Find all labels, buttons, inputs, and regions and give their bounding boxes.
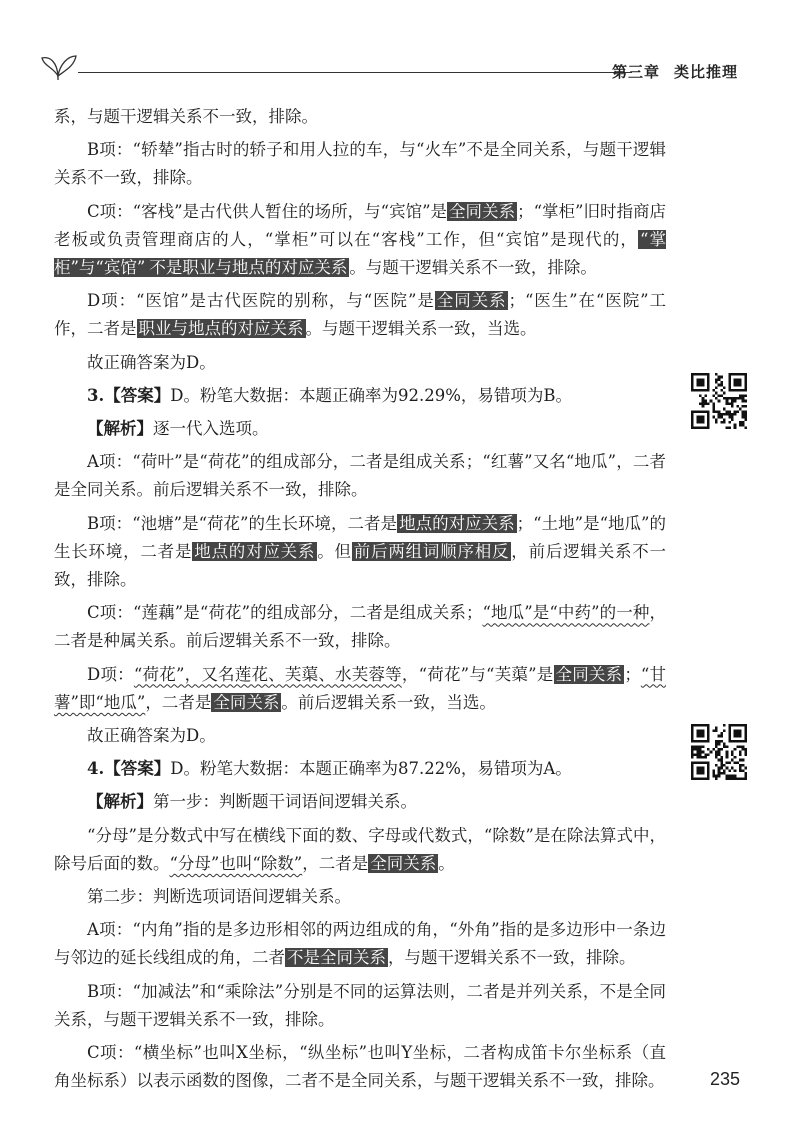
highlight: “掌柜”与“宾馆” bbox=[54, 229, 666, 278]
page-number: 235 bbox=[709, 1069, 740, 1089]
answer-line: 故正确答案为D。 bbox=[87, 352, 216, 372]
question-4-answer: 4.【答案】D。粉笔大数据：本题正确率为87.22%，易错项为A。 bbox=[87, 759, 572, 779]
q3-option-c: C项：“莲藕”是“荷花”的组成部分，二者是组成关系；“地瓜”是“中药”的一种，二者是种属关系。前后逻辑关系不一致，排除。 bbox=[54, 603, 666, 651]
q4-option-c: C项：“横坐标”也叫X坐标，“纵坐标”也叫Y坐标，二者构成笛卡尔坐标系（直角坐标系）以表示函数的图像，二者不是全同关系，与题干逻辑关系不一致，排除。 bbox=[54, 1043, 666, 1091]
highlight: 全同关系 bbox=[449, 201, 516, 221]
question-3-answer: 3.【答案】D。粉笔大数据：本题正确率为92.29%，易错项为B。 bbox=[87, 385, 573, 405]
analysis-label: 【解析】 bbox=[87, 792, 153, 812]
qr-code-icon[interactable] bbox=[691, 724, 747, 780]
q4-option-b: B项：“加减法”和“乘除法”分别是不同的运算法则，二者是并列关系，不是全同关系，与题干逻辑关系不一致，排除。 bbox=[54, 981, 666, 1029]
highlight: 职业与地点的对应关系 bbox=[138, 319, 304, 339]
highlight: 全同关系 bbox=[370, 853, 437, 873]
highlight: 前后两组词顺序相反 bbox=[353, 541, 510, 561]
question-3-analysis: 【解析】逐一代入选项。 bbox=[87, 419, 269, 439]
leaf-sprout-icon bbox=[40, 50, 84, 80]
answer-label: 3.【答案】 bbox=[87, 385, 171, 405]
qr-code-icon[interactable] bbox=[691, 373, 747, 429]
highlight: 全同关系 bbox=[555, 664, 623, 684]
wavy-underline: “荷花”，又名莲花、芙蕖、水芙蓉等 bbox=[133, 664, 402, 684]
option-b-paragraph: B项：“轿辇”指古时的轿子和用人拉的车，与“火车”不是全同关系，与题干逻辑关系不一致，排除。 bbox=[54, 140, 666, 188]
answer-line: 故正确答案为D。 bbox=[87, 726, 216, 746]
answer-label: 4.【答案】 bbox=[87, 759, 171, 779]
q4-option-a: A项：“内角”指的是多边形相邻的两边组成的角，“外角”指的是多边形中一条边与邻边的延长线组成的角，二者 不是全同关系 ，与题干逻辑关系不一致，排除。 bbox=[54, 920, 666, 968]
option-c-paragraph: C项：“客栈”是古代供人暂住的场所，与“宾馆”是 全同关系 ；“掌柜”旧时指商店老板或负责管理商店的人，“掌柜”可以在“客栈”工作，但“宾馆”是现代的， “掌柜”与“宾馆” 不是职业与地点的对应关系 。与题干逻辑关系不一致，排除。 bbox=[54, 201, 667, 278]
q3-option-d: D项：“荷花”，又名莲花、芙蕖、水芙蓉等，“荷花”与“芙蕖”是 全同关系 ；“甘薯”即“地瓜”，二者是 全同关系 。前后逻辑关系一致，当选。 bbox=[54, 664, 667, 712]
section-title: 类比推理 bbox=[673, 63, 738, 81]
q3-option-b: B项：“池塘”是“荷花”的生长环境，二者是 地点的对应关系 ；“土地”是“地瓜”的生长环境，二者是 地点的对应关系 。但 前后两组词顺序相反 ，前后逻辑关系不一致，排除。 bbox=[54, 513, 667, 590]
header-rule bbox=[78, 72, 632, 73]
highlight: 全同关系 bbox=[213, 692, 280, 712]
page-header bbox=[40, 50, 760, 90]
chapter-number: 第三章 bbox=[611, 63, 660, 81]
highlight: 不是全同关系 bbox=[287, 948, 386, 968]
q4-step-two: 第二步：判断选项词语间逻辑关系。 bbox=[87, 887, 351, 907]
highlight: 地点的对应关系 bbox=[194, 541, 316, 561]
highlight: 全同关系 bbox=[436, 291, 507, 311]
question-4-analysis: 【解析】第一步：判断题干词语间逻辑关系。 bbox=[87, 792, 417, 812]
option-d-paragraph: D项：“医馆”是古代医院的别称，与“医院”是 全同关系 ；“医生”在“医院”工作，二者是 职业与地点的对应关系 。与题干逻辑关系一致，当选。 bbox=[54, 291, 666, 339]
paragraph: 系，与题干逻辑关系不一致，排除。 bbox=[54, 107, 318, 126]
chapter-title bbox=[598, 61, 738, 82]
q4-stem-paragraph: “分母”是分数式中写在横线下面的数、字母或代数式，“除数”是在除法算式中，除号后面的数。“分母”也叫“除数”，二者是 全同关系 。 bbox=[54, 825, 666, 873]
wavy-underline: “甘薯”即“地瓜” bbox=[54, 664, 667, 712]
wavy-underline: “地瓜”是“中药”的一种 bbox=[482, 603, 650, 623]
q3-option-a: A项：“荷叶”是“荷花”的组成部分，二者是组成关系；“红薯”又名“地瓜”，二者是全同关系。前后逻辑关系不一致，排除。 bbox=[54, 452, 666, 500]
wavy-underline: “分母”也叫“除数” bbox=[169, 853, 303, 873]
highlight: 地点的对应关系 bbox=[399, 513, 515, 533]
analysis-label: 【解析】 bbox=[87, 419, 153, 439]
highlight: 不是职业与地点的对应关系 bbox=[149, 258, 348, 278]
page-body bbox=[54, 103, 666, 1096]
